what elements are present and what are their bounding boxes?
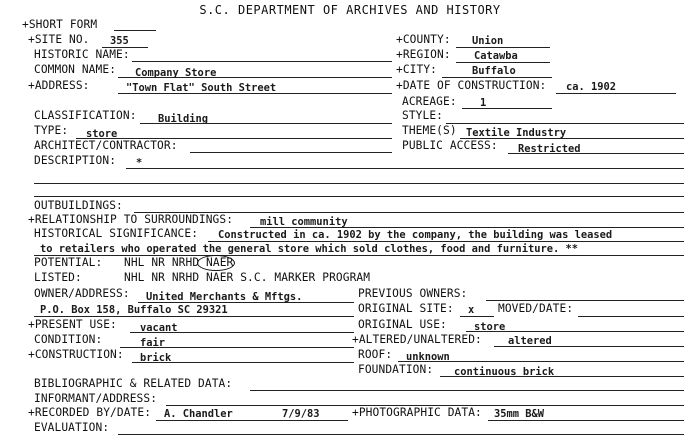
potential-options: NHL NR NRHD NAER (124, 256, 234, 269)
listed-options: NHL NR NRHD NAER S.C. MARKER PROGRAM (124, 271, 371, 284)
condition-value: fair (140, 337, 166, 349)
classification-label: CLASSIFICATION: (34, 109, 137, 122)
original-use-label: ORIGINAL USE: (358, 318, 447, 331)
altered-label: +ALTERED/UNALTERED: (352, 333, 482, 346)
moved-date-label: MOVED/DATE: (498, 302, 574, 315)
address-value: "Town Flat" South Street (126, 82, 277, 94)
listed-label: LISTED: (34, 271, 82, 284)
present-use-label: +PRESENT USE: (28, 318, 117, 331)
date-of-construction-label: +DATE OF CONSTRUCTION: (396, 79, 547, 92)
historical-significance-value-1: Constructed in ca. 1902 by the company, the building was leased (218, 229, 613, 241)
city-label: +CITY: (396, 63, 438, 76)
informant-label: INFORMANT/ADDRESS: (34, 392, 158, 405)
original-use-value: store (474, 321, 506, 333)
classification-value: Building (158, 113, 209, 125)
city-value: Buffalo (472, 65, 516, 77)
original-site-label: ORIGINAL SITE: (358, 302, 454, 315)
acreage-label: ACREAGE: (402, 95, 457, 108)
recorded-by-value: A. Chandler (164, 408, 233, 420)
recorded-by-label: +RECORDED BY/DATE: (28, 406, 152, 419)
photographic-data-label: +PHOTOGRAPHIC DATA: (352, 406, 482, 419)
construction-value: brick (140, 352, 172, 364)
region-label: +REGION: (396, 48, 451, 61)
public-access-label: PUBLIC ACCESS: (402, 139, 498, 152)
owner-value-2: P.O. Box 158, Buffalo SC 29321 (40, 304, 228, 316)
potential-label: POTENTIAL: (34, 256, 103, 269)
acreage-value: 1 (480, 97, 487, 109)
outbuildings-label: OUTBUILDINGS: (34, 199, 123, 212)
foundation-value: continuous brick (454, 366, 555, 378)
architect-label: ARCHITECT/CONTRACTOR: (34, 139, 178, 152)
short-form-line (114, 30, 156, 31)
previous-owners-label: PREVIOUS OWNERS: (358, 287, 468, 300)
county-label: +COUNTY: (396, 33, 451, 46)
historical-significance-label: HISTORICAL SIGNIFICANCE: (34, 227, 199, 240)
present-use-value: vacant (140, 322, 178, 334)
relationship-value: mill community (260, 216, 348, 228)
description-value: * (136, 157, 143, 169)
construction-label: +CONSTRUCTION: (28, 348, 124, 361)
theme-value: Textile Industry (466, 127, 567, 139)
altered-value: altered (508, 335, 552, 347)
site-no-value: 355 (110, 35, 129, 47)
photographic-data-value: 35mm B&W (494, 408, 545, 420)
owner-label: OWNER/ADDRESS: (34, 287, 130, 300)
roof-value: unknown (406, 351, 450, 363)
historical-significance-value-2: to retailers who operated the general store which sold clothes, food and furniture. ** (40, 243, 578, 255)
bibliographic-label: BIBLIOGRAPHIC & RELATED DATA: (34, 377, 233, 390)
owner-value-1: United Merchants & Mftgs. (146, 291, 303, 303)
evaluation-label: EVALUATION: (34, 421, 110, 434)
style-label: STYLE: (402, 109, 444, 122)
relationship-label: +RELATIONSHIP TO SURROUNDINGS: (28, 213, 234, 226)
original-site-value: x (468, 304, 475, 316)
short-form-label: +SHORT FORM (22, 18, 98, 31)
form-header: S.C. DEPARTMENT OF ARCHIVES AND HISTORY (199, 3, 501, 17)
condition-label: CONDITION: (34, 333, 103, 346)
type-value: store (86, 128, 118, 140)
theme-label: THEME(S) (402, 124, 457, 137)
site-no-label: +SITE NO. (28, 33, 90, 46)
description-label: DESCRIPTION: (34, 154, 117, 167)
common-name-value: Company Store (135, 67, 217, 79)
region-value: Catawba (474, 50, 518, 62)
date-of-construction-value: ca. 1902 (566, 81, 617, 93)
nrhd-circle-mark (197, 255, 235, 271)
type-label: TYPE: (34, 124, 69, 137)
historic-name-label: HISTORIC NAME: (34, 48, 130, 61)
roof-label: ROOF: (358, 348, 393, 361)
foundation-label: FOUNDATION: (358, 363, 434, 376)
county-value: Union (472, 35, 504, 47)
address-label: +ADDRESS: (28, 79, 90, 92)
public-access-value: Restricted (518, 143, 581, 155)
common-name-label: COMMON NAME: (34, 63, 117, 76)
recorded-date-value: 7/9/83 (282, 408, 320, 420)
